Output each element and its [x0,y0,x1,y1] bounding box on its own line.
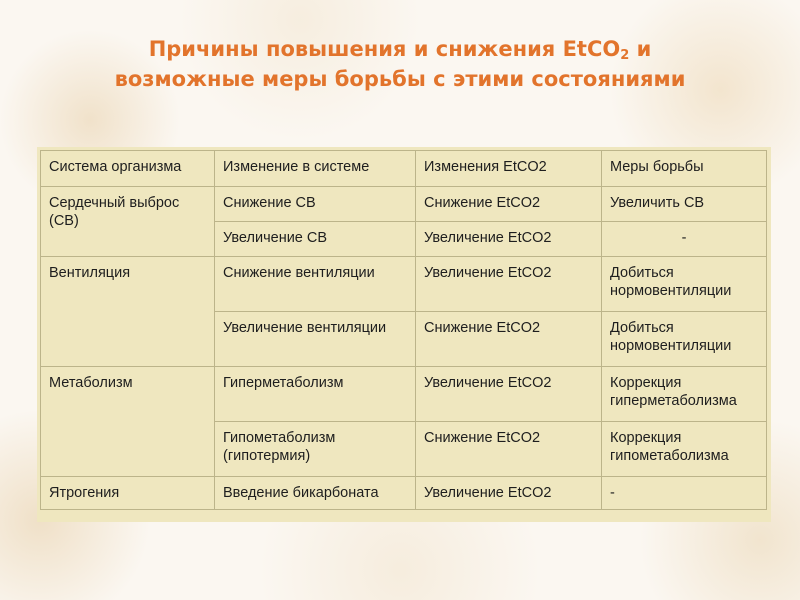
header-cell: Изменение в системе [215,151,416,187]
measure-cell: Добиться нормовентиляции [602,257,767,312]
etco2-cell: Увеличение EtCO2 [416,367,602,422]
etco2-table [40,150,767,510]
header-cell: Система организма [41,151,215,187]
measure-cell: Добиться нормовентиляции [602,312,767,367]
measure-cell: - [602,477,767,510]
system-cell: Вентиляция [41,257,215,367]
measure-cell: Увеличить СВ [602,187,767,222]
table-header-row [41,151,767,187]
system-cell: Ятрогения [41,477,215,510]
etco2-cell: Снижение EtCO2 [416,422,602,477]
header-cell: Изменения EtCO2 [416,151,602,187]
change-cell: Увеличение вентиляции [215,312,416,367]
table-row [41,367,767,422]
change-cell: Гипометаболизм (гипотермия) [215,422,416,477]
title-line-2: возможные меры борьбы с этими состояниями [114,67,686,91]
etco2-cell: Увеличение EtCO2 [416,477,602,510]
etco2-cell: Увеличение EtCO2 [416,222,602,257]
system-cell: Метаболизм [41,367,215,477]
table-container [37,147,771,522]
change-cell: Увеличение СВ [215,222,416,257]
page-title [0,34,800,94]
measure-cell: - [602,222,767,257]
change-cell: Снижение вентиляции [215,257,416,312]
table-row [41,257,767,312]
change-cell: Снижение СВ [215,187,416,222]
header-cell: Меры борьбы [602,151,767,187]
table-row [41,187,767,222]
change-cell: Гиперметаболизм [215,367,416,422]
title-line-1: Причины повышения и снижения EtCO$_2$ и [148,37,652,63]
change-cell: Введение бикарбоната [215,477,416,510]
measure-cell: Коррекция гипометаболизма [602,422,767,477]
table-row [41,477,767,510]
etco2-cell: Увеличение EtCO2 [416,257,602,312]
etco2-cell: Снижение EtCO2 [416,187,602,222]
system-cell: Сердечный выброс (СВ) [41,187,215,257]
etco2-cell: Снижение EtCO2 [416,312,602,367]
measure-cell: Коррекция гиперметаболизма [602,367,767,422]
